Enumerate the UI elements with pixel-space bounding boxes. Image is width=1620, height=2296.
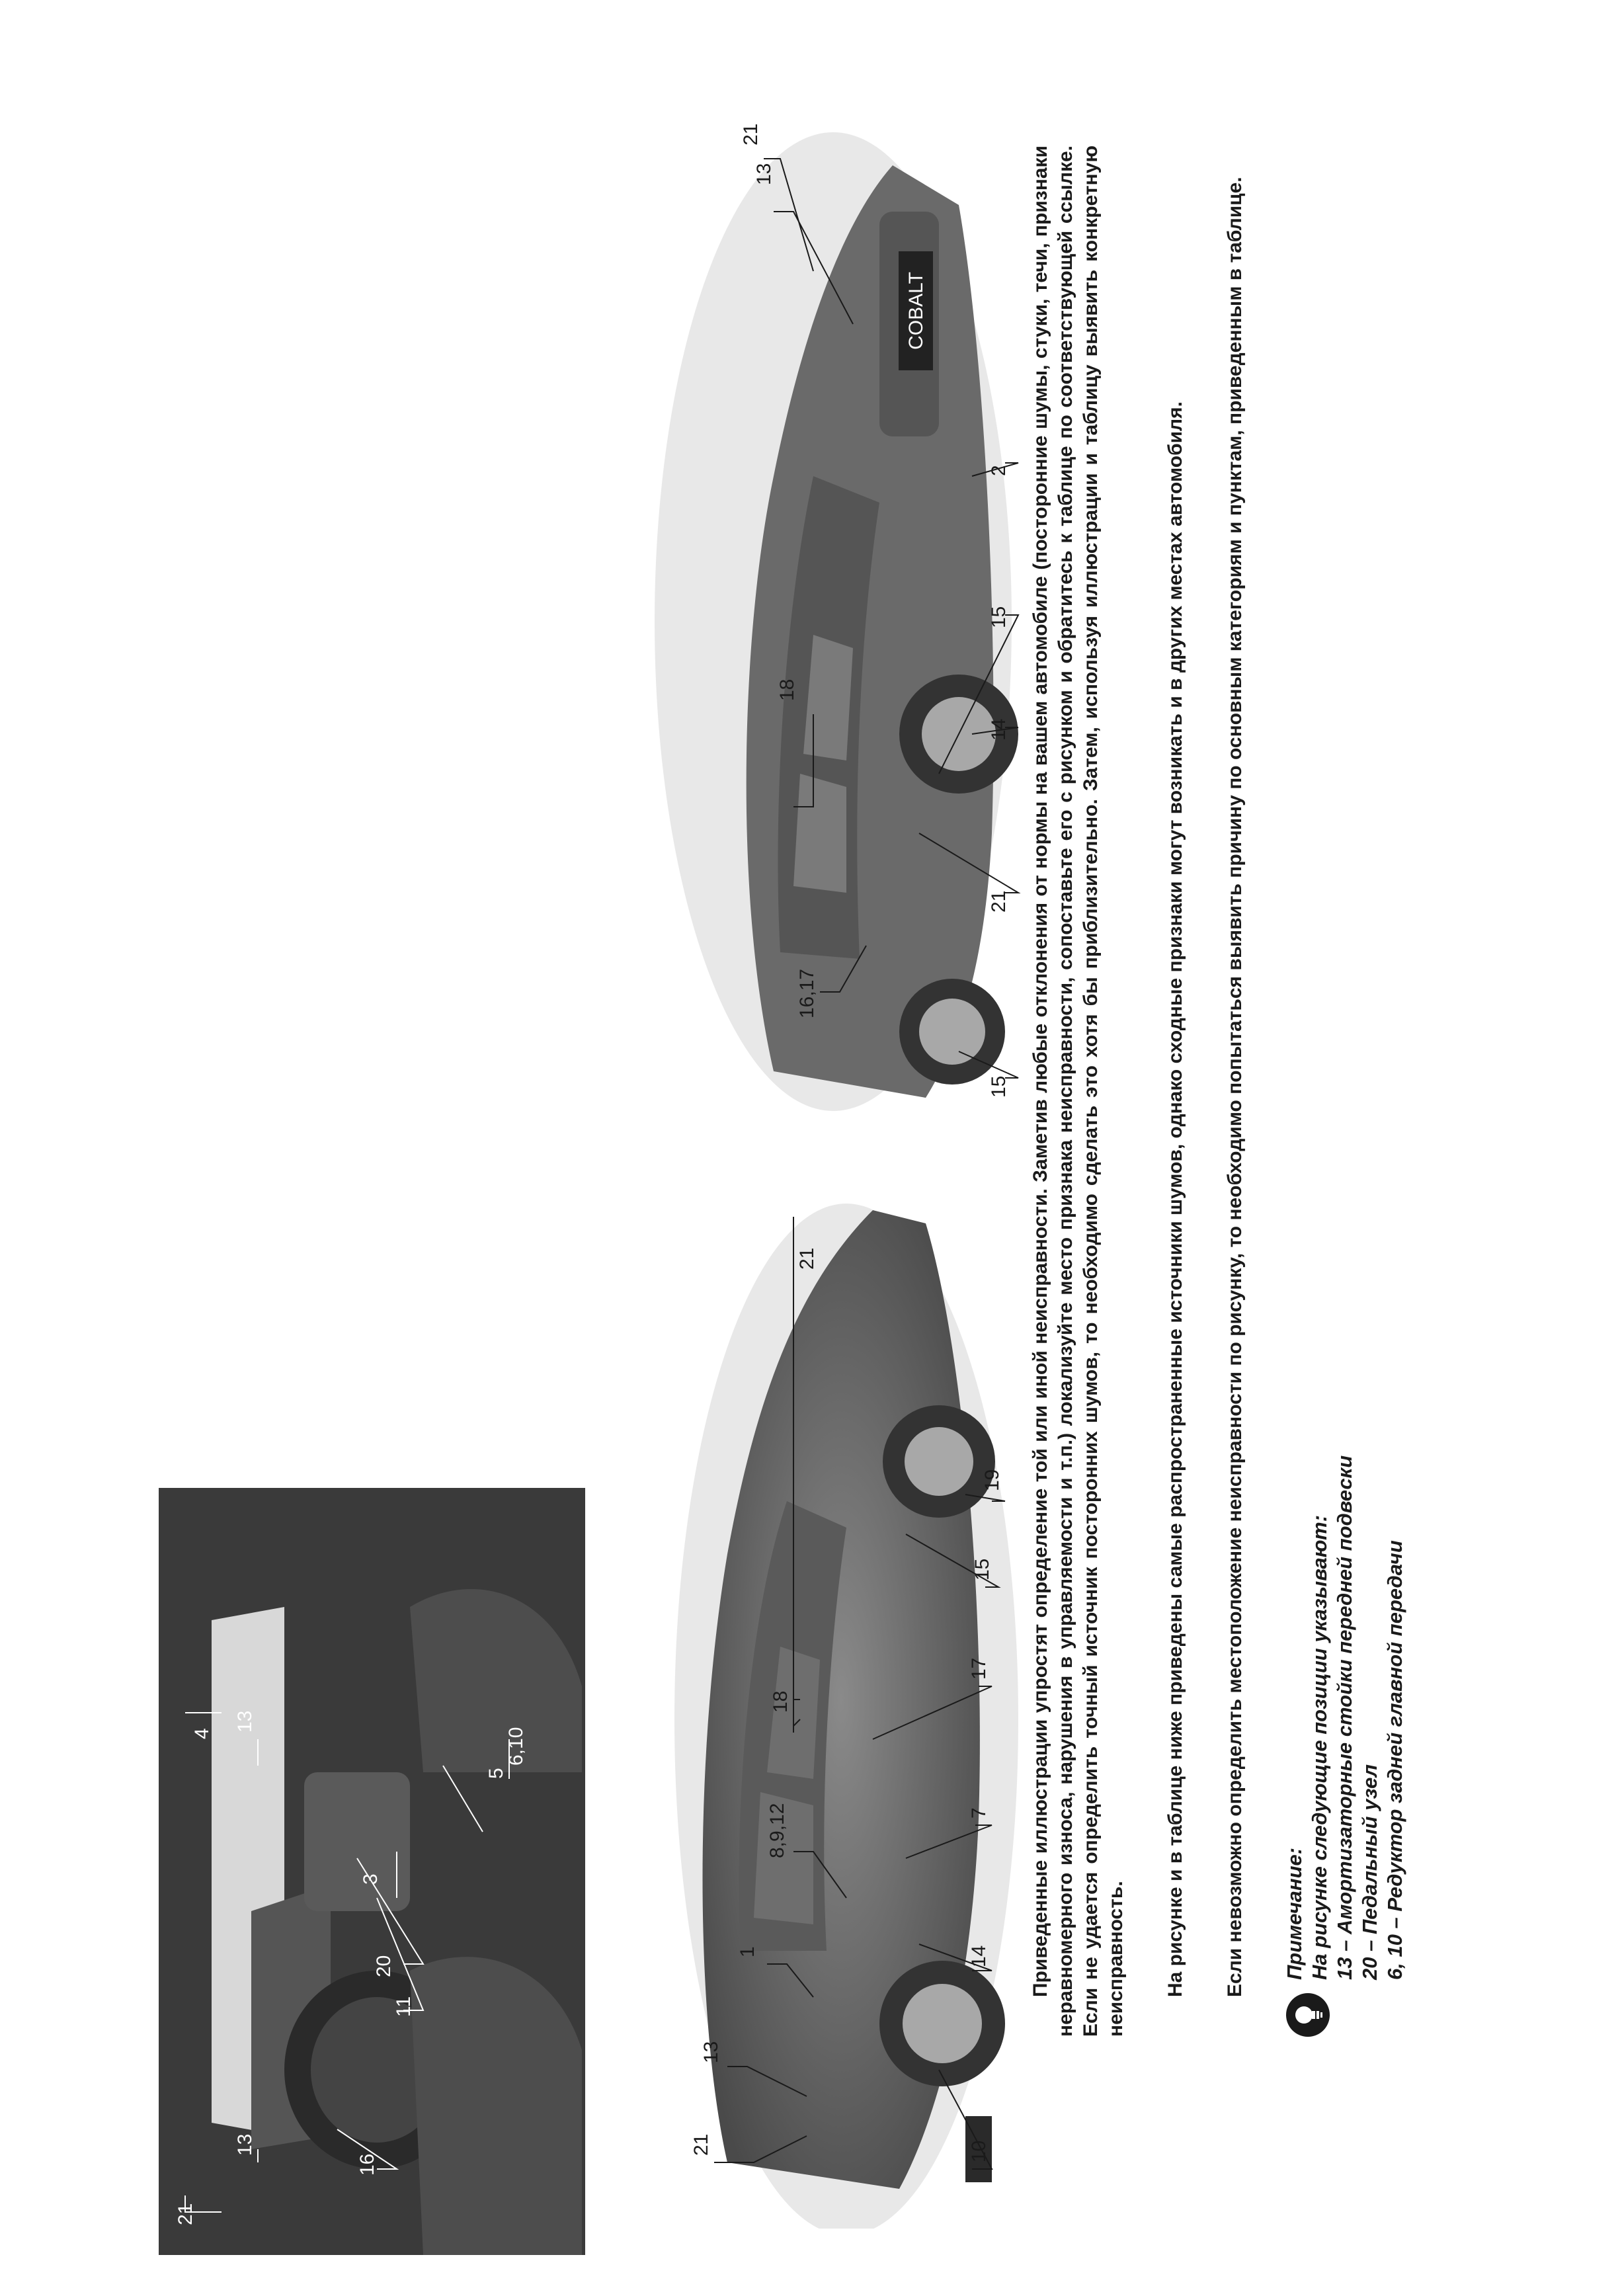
callout-7: 7 — [968, 1807, 990, 1819]
callout-1: 1 — [737, 1946, 758, 1957]
note-title: Примечание: — [1283, 1847, 1306, 1980]
callout-13: 13 — [753, 163, 775, 185]
callout-19: 19 — [981, 1469, 1003, 1491]
lightbulb-icon — [1286, 1993, 1330, 2037]
callout-21-b: 21 — [740, 123, 762, 145]
callout-8-9-12: 8,9,12 — [766, 1803, 788, 1858]
callout-6-10: 6,10 — [505, 1727, 527, 1766]
trunk-badge — [899, 251, 933, 370]
callout-15-b: 15 — [988, 606, 1010, 628]
callout-13-left: 13 — [234, 2133, 256, 2156]
callout-21-rear: 21 — [796, 1247, 818, 1270]
callout-21: 21 — [690, 2133, 712, 2156]
callout-4: 4 — [191, 1728, 213, 1739]
callout-21: 21 — [175, 2203, 196, 2225]
note-line-1: На рисунке следующие позиции указывают: — [1308, 1514, 1331, 1980]
callout-20: 20 — [373, 1955, 395, 1977]
note-block — [1282, 145, 1408, 2037]
rear-view-svg — [615, 106, 1025, 1137]
callout-21: 21 — [988, 890, 1010, 913]
front-view-illustration — [595, 1157, 1025, 2229]
note-line-3: 20 – Педальный узел — [1358, 1764, 1381, 1980]
callout-5: 5 — [485, 1768, 507, 1779]
callout-13: 13 — [700, 2041, 722, 2063]
front-view-svg — [595, 1157, 1025, 2229]
rear-view-illustration — [615, 106, 1025, 1137]
description-text-block — [1028, 145, 1408, 2037]
callout-14: 14 — [968, 1945, 990, 1967]
callout-10: 10 — [968, 2140, 990, 2162]
callout-15: 15 — [988, 1075, 1010, 1098]
note-line-2: 13 – Амортизаторные стойки передней подвески — [1333, 1455, 1356, 1980]
center-console — [304, 1772, 410, 1911]
paragraph-3: Если невозможно определить местоположение неисправности по рисунку, то необходимо попытаться выявить причину по основным категориям и пунктам, приведенным в таблице. — [1224, 177, 1246, 1997]
callout-2: 2 — [988, 465, 1010, 476]
callout-3: 3 — [360, 1873, 382, 1885]
callout-16-17: 16,17 — [796, 968, 818, 1018]
callout-14: 14 — [988, 718, 1010, 741]
note-line-4: 6, 10 – Редуктор задней главной передачи — [1383, 1540, 1406, 1980]
callout-17: 17 — [968, 1657, 990, 1680]
svg-text:COBALT: COBALT — [905, 272, 927, 350]
paragraph-1: Приведенные иллюстрации упростят определение той или иной неисправности. Заметив любые отклонения от нормы на вашем автомобиле (посторонние шумы, стуки, течи, признаки неравномерного износа, нарушения в управляемости и т.п.) локализуйте место признака неисправности, сопоставьте его с рисунком и обратитесь к таблице по соответствующей ссылке. Если не удается определить точный источник посторонних шумов, то необходимо сделать это хотя бы приблизительно. Затем, используя иллюстрации и таблицу выявить конкретную неисправность. — [1030, 145, 1127, 2037]
interior-view-svg — [159, 1488, 585, 2255]
callout-13-right: 13 — [234, 1710, 256, 1733]
paragraph-2: На рисунке и в таблице ниже приведены самые распространенные источники шумов, однако сходные признаки могут возникать и в других местах автомобиля. — [1164, 401, 1186, 1997]
callout-11: 11 — [393, 1996, 415, 2017]
callout-16: 16 — [356, 2153, 378, 2176]
callout-18: 18 — [770, 1690, 791, 1713]
seat-left — [410, 1957, 582, 2255]
callout-18: 18 — [776, 678, 798, 701]
interior-view-illustration — [159, 1488, 585, 2255]
callout-15: 15 — [971, 1558, 993, 1580]
